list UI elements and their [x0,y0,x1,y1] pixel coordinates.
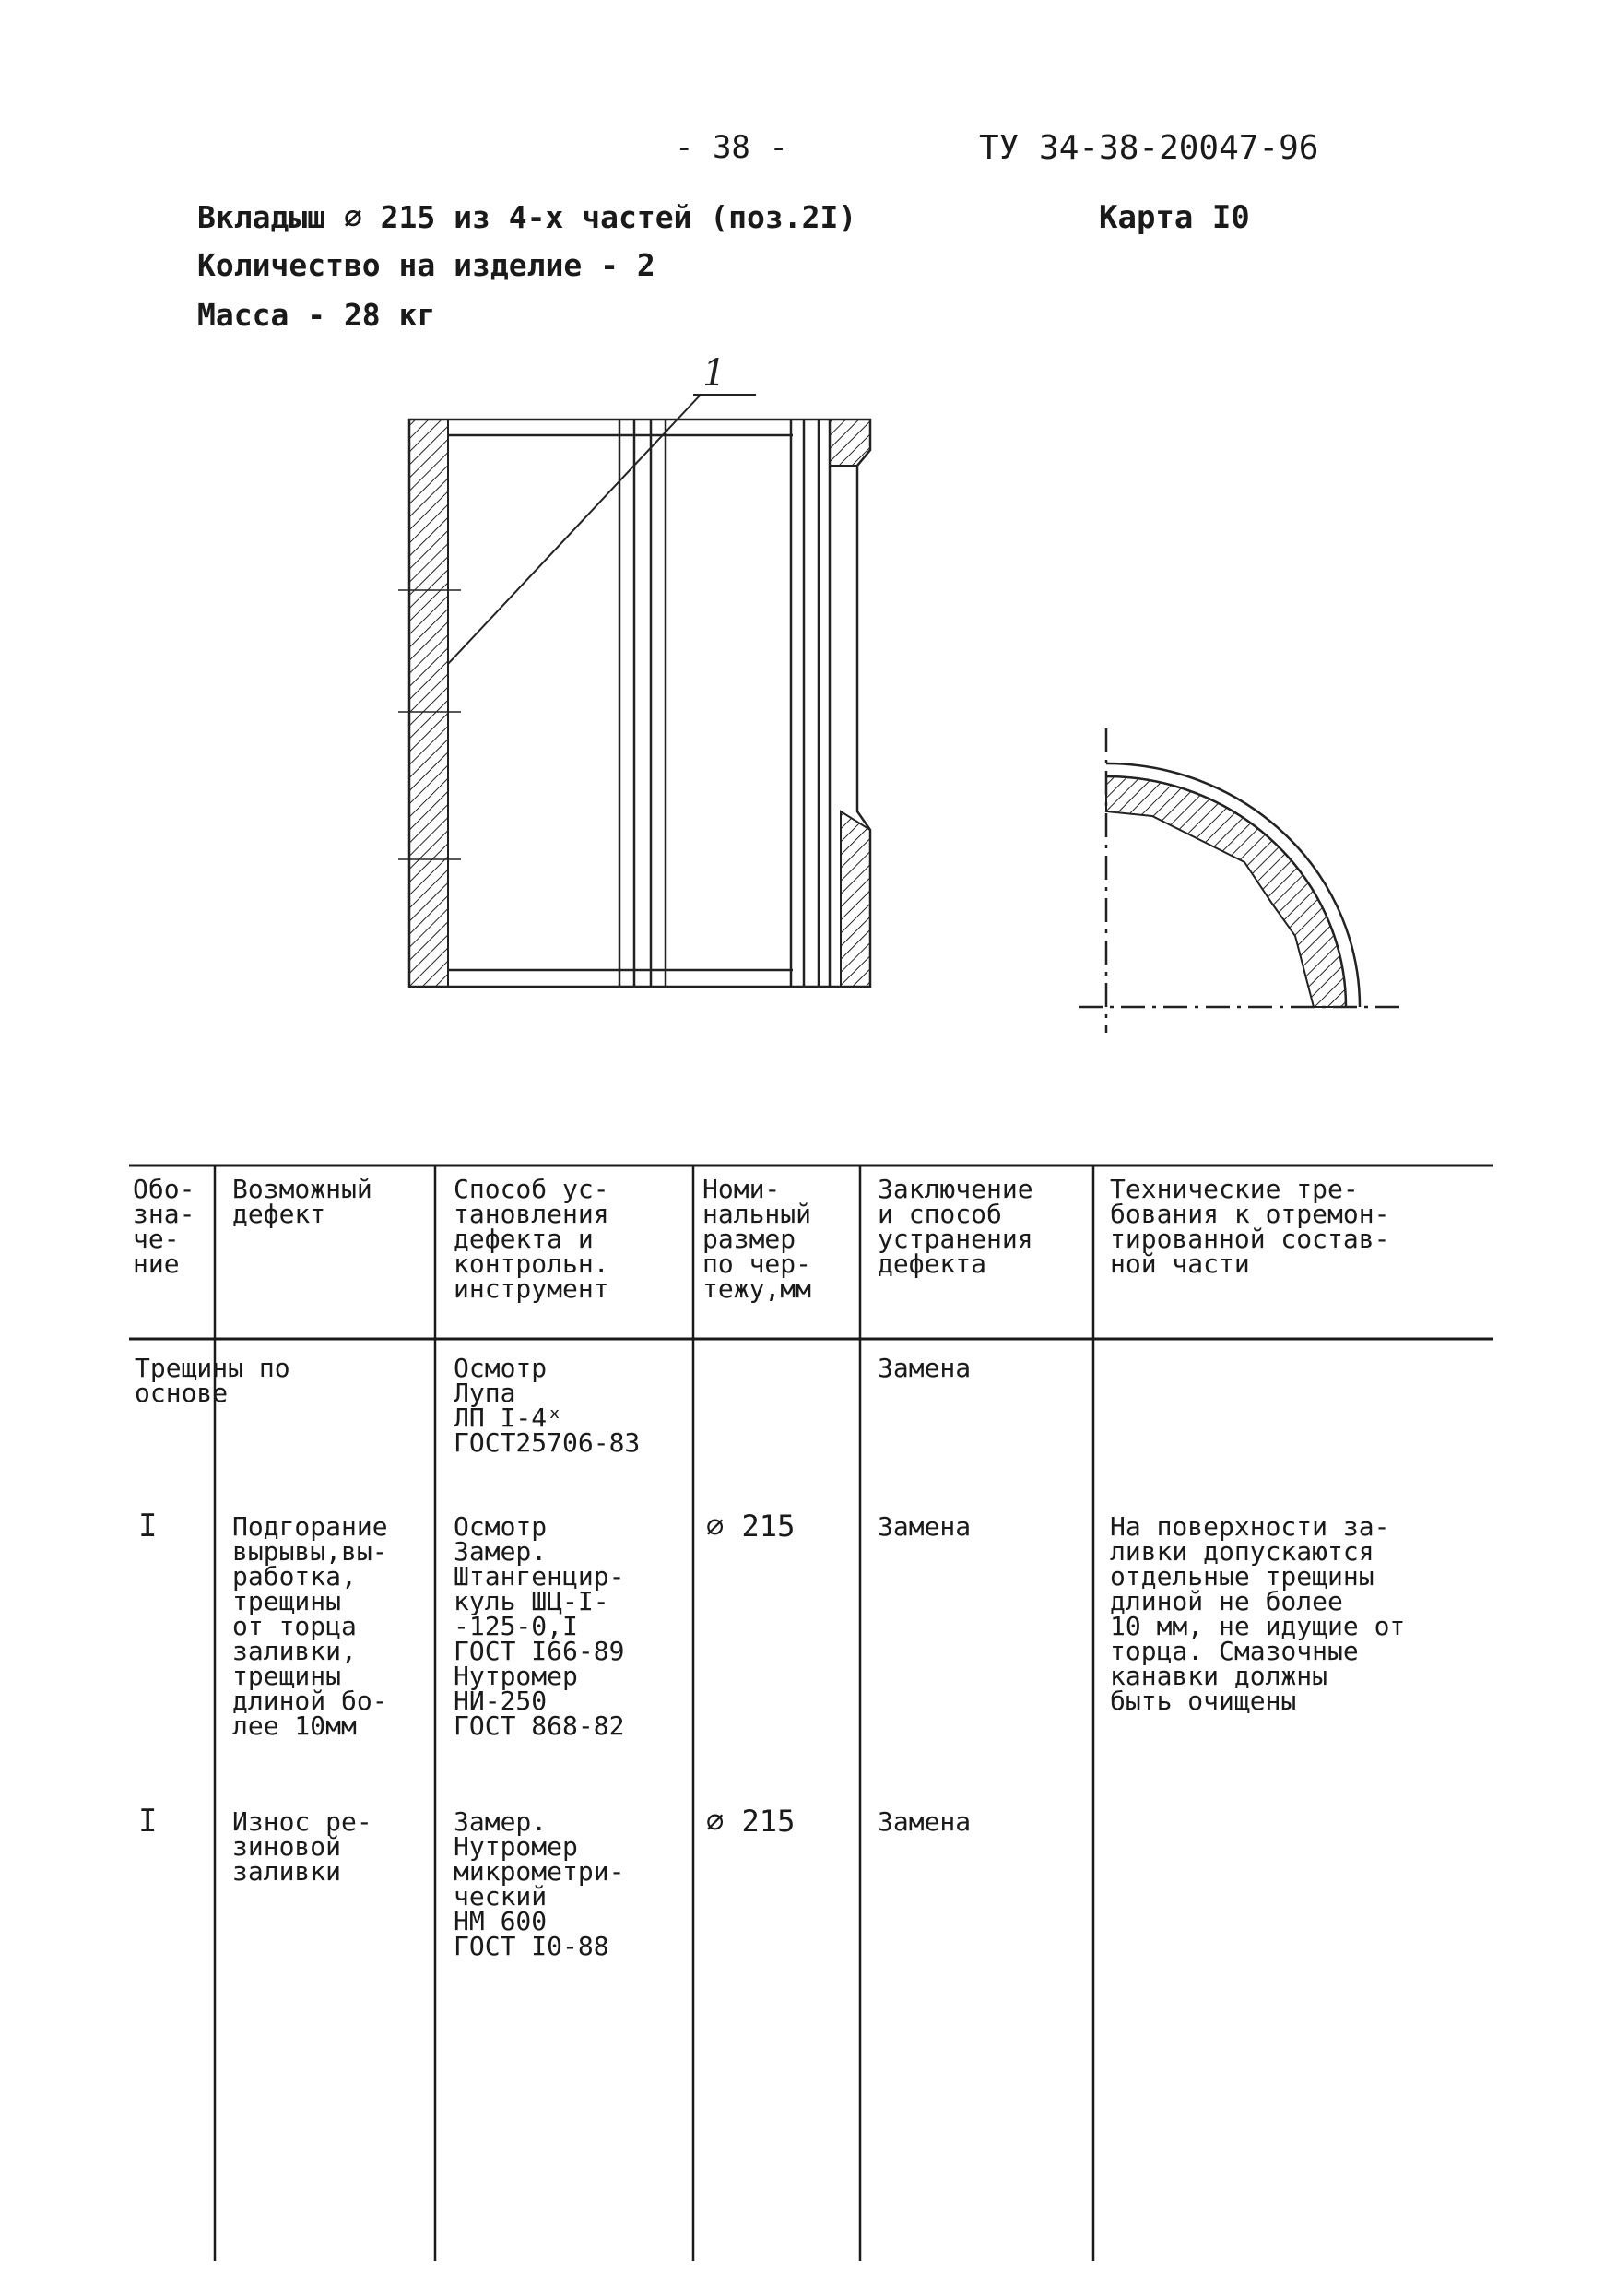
callout-label: 1 [702,352,726,395]
header-conclusion: Заключение и способ устранения дефекта [878,1174,1033,1279]
row3-method: Замер. Нутромер микрометри- ческий НМ 600 ГОСТ I0-88 [454,1806,625,1961]
quarter-section-view [1079,728,1401,1033]
row3-designation: I [138,1803,158,1840]
row1-conclusion: Замена [878,1353,972,1383]
row1-method: Осмотр Лупа ЛП I-4ˣ ГОСТ25706-83 [454,1353,641,1458]
side-section-view [398,395,870,987]
header-defect: Возможный дефект [232,1174,372,1229]
row2-defect: Подгорание вырывы,вы- работка, трещины от торца заливки, трещины длиной бо- лее 10мм [232,1511,388,1741]
row3-size: ∅ 215 [706,1804,796,1839]
page-number: - 38 - [675,129,788,166]
row2-designation: I [138,1508,158,1544]
row2-requirements: На поверхности за- ливки допускаются отдельные трещины длиной не более 10 мм, не идущие от торца. Смазочные канавки должны быть очищены [1110,1511,1406,1716]
header-requirements: Технические тре- бования к отремон- тированной состав- ной части [1110,1174,1390,1279]
header-nominal-size: Номи- нальный размер по чер- тежу,мм [702,1174,812,1304]
row2-method: Осмотр Замер. Штангенцир- куль ШЦ-I- -125-0,I ГОСТ I66-89 Нутромер НИ-250 ГОСТ 868-82 [454,1511,625,1741]
part-title: Вкладыш ∅ 215 из 4-х частей (поз.2I) [197,199,857,235]
row2-conclusion: Замена [878,1511,972,1542]
technical-drawing [0,0,1616,1107]
header-method: Способ ус- тановления дефекта и контрольн. инструмент [454,1174,609,1304]
document-code: ТУ 34-38-20047-96 [979,129,1319,167]
card-number: Карта I0 [1099,199,1250,236]
header-designation: Обо- зна- че- ние [133,1174,195,1279]
quantity-line: Количество на изделие - 2 [197,247,655,283]
row2-size: ∅ 215 [706,1509,796,1544]
defect-table [129,1164,1493,2270]
row3-conclusion: Замена [878,1806,972,1837]
mass-line: Масса - 28 кг [197,297,436,333]
row3-defect: Износ ре- зиновой заливки [232,1806,372,1887]
row1-defect: Трещины по основе [135,1353,290,1408]
